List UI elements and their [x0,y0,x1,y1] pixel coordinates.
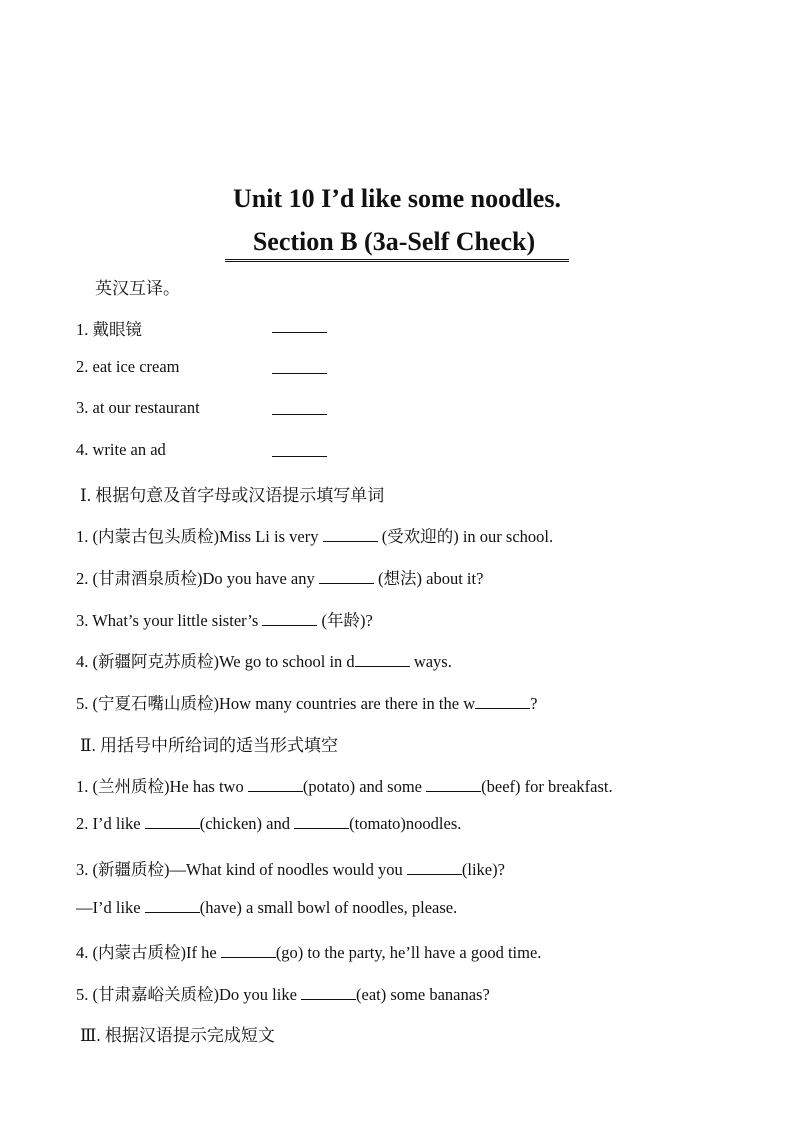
answer-blank-4[interactable] [272,442,327,457]
answer-blank[interactable] [145,898,200,913]
part2-question-3: 3. (新疆质检)—What kind of noodles would you (like)? [76,860,505,879]
part2-question-4: 4. (内蒙古质检)If he (go) to the party, he’ll have a good time. [76,943,542,962]
part1-question-1: 1. (内蒙古包头质检)Miss Li is very (受欢迎的) in our school. [76,527,554,546]
part2-question-1: 1. (兰州质检)He has two (potato) and some (beef) for breakfast. [76,777,613,796]
part3-heading: Ⅲ. 根据汉语提示完成短文 [80,1026,275,1045]
answer-blank[interactable] [248,777,303,792]
answer-blank[interactable] [426,777,481,792]
answer-blank[interactable] [407,860,462,875]
answer-blank[interactable] [355,652,410,667]
translation-item-4: 4. write an ad [76,440,166,459]
translation-item-3: 3. at our restaurant [76,398,200,417]
part2-question-3-response: —I’d like (have) a small bowl of noodles, please. [76,898,458,917]
answer-blank[interactable] [319,569,374,584]
answer-blank[interactable] [294,814,349,829]
answer-blank[interactable] [262,611,317,626]
part1-question-5: 5. (宁夏石嘴山质检)How many countries are there in the w ? [76,694,538,713]
answer-blank-1[interactable] [272,318,327,333]
section-subtitle: Section B (3a-Self Check) [0,227,794,262]
page-title: Unit 10 I’d like some noodles. [233,184,561,213]
answer-blank[interactable] [145,814,200,829]
answer-blank[interactable] [323,527,378,542]
translation-item-2: 2. eat ice cream [76,357,180,376]
part2-question-5: 5. (甘肃嘉峪关质检)Do you like (eat) some bananas? [76,985,490,1004]
answer-blank-3[interactable] [272,400,327,415]
part1-question-2: 2. (甘肃酒泉质检)Do you have any (想法) about it? [76,569,484,588]
part1-question-4: 4. (新疆阿克苏质检)We go to school in d ways. [76,652,452,671]
answer-blank[interactable] [221,943,276,958]
part1-question-3: 3. What’s your little sister’s (年龄)? [76,611,373,630]
answer-blank-2[interactable] [272,359,327,374]
translation-item-1: 1. 戴眼镜 [76,320,142,339]
answer-blank[interactable] [301,985,356,1000]
part2-question-2: 2. I’d like (chicken) and (tomato)noodles. [76,814,462,833]
part1-heading: Ⅰ. 根据句意及首字母或汉语提示填写单词 [80,486,385,505]
answer-blank[interactable] [475,694,530,709]
part0-heading: 英汉互译。 [95,279,180,298]
part2-heading: Ⅱ. 用括号中所给词的适当形式填空 [80,736,339,755]
